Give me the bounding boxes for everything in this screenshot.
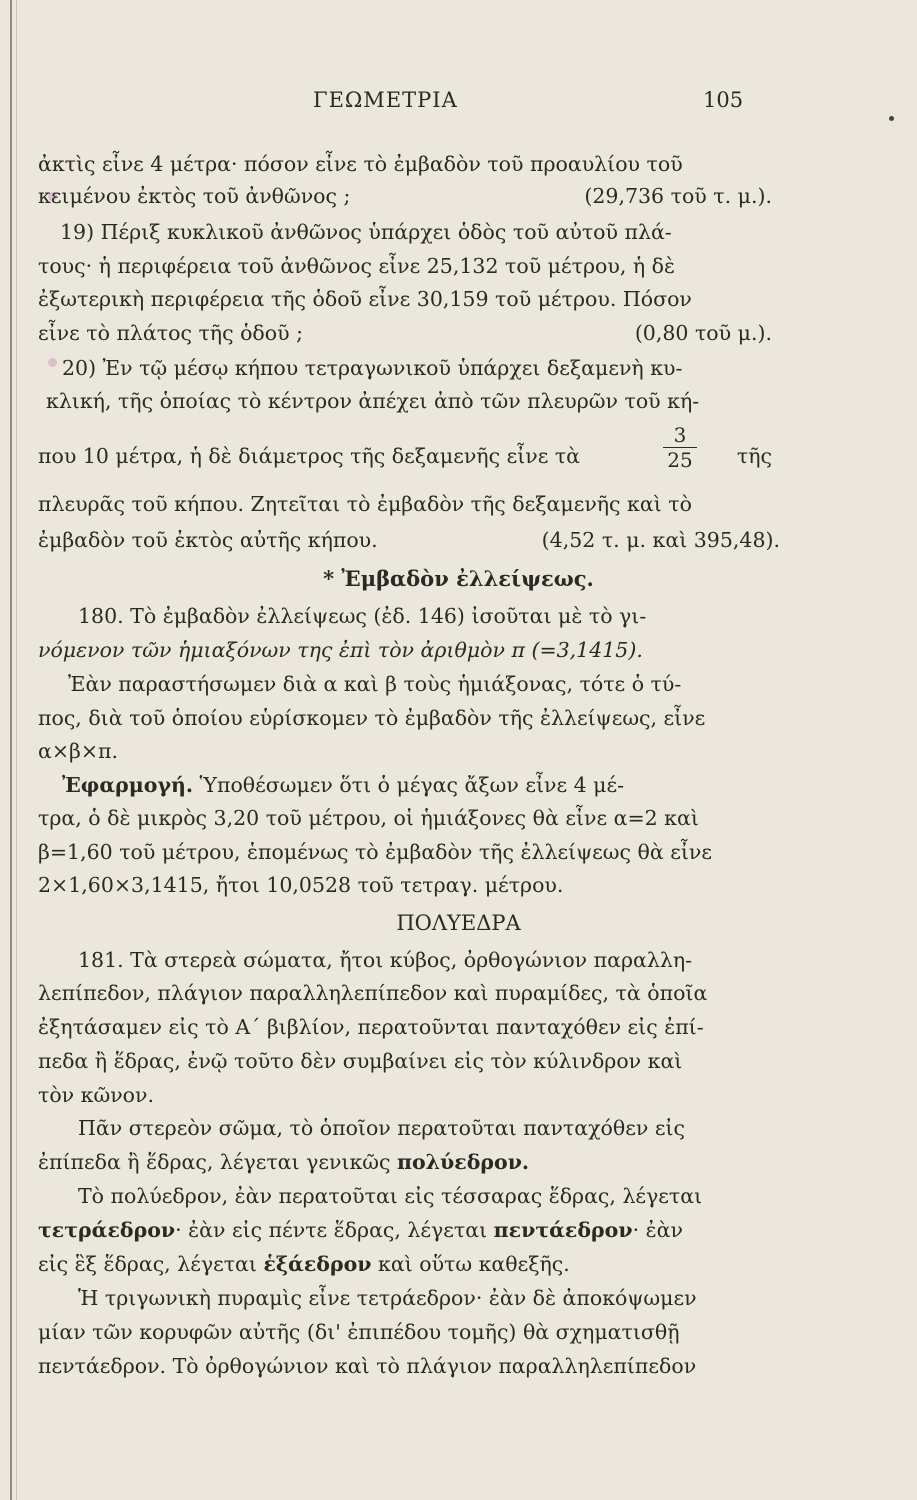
text-line: ἀκτὶς εἶνε 4 μέτρα· πόσον εἶνε τὸ ἐμβαδὸν τοῦ προαυλίου τοῦ <box>38 152 683 176</box>
text-line: Ἐὰν παραστήσωμεν διὰ α καὶ β τοὺς ἡμιάξονας, τότε ὁ τύ- <box>68 672 682 696</box>
term-pentahedron: πεντάεδρον <box>493 1218 633 1242</box>
application-label: Ἐφαρμογή. <box>62 773 194 797</box>
line-text: ἐπίπεδα ἢ ἕδρας, λέγεται γενικῶς <box>38 1150 397 1174</box>
text-line <box>38 182 790 210</box>
chapter-heading: ΠΟΛΥΕΔΡΑ <box>396 911 521 935</box>
term-tetrahedron: τετράεδρον <box>38 1218 176 1242</box>
formula-line: α×β×π. <box>38 739 119 763</box>
term-hexahedron: ἑξάεδρον <box>263 1252 372 1276</box>
fraction-denominator: 25 <box>667 448 693 472</box>
text-line: 181. Τὰ στερεὰ σώματα, ἤτοι κύβος, ὀρθογώνιον παραλλη- <box>78 948 693 972</box>
line-text: εἰς ἓξ ἕδρας, λέγεται <box>38 1252 264 1276</box>
line-text: κειμένου ἐκτὸς τοῦ ἀνθῶνος ; <box>38 184 351 208</box>
line-text: καὶ οὕτω καθεξῆς. <box>371 1252 570 1276</box>
binding-edge-line <box>10 0 12 1500</box>
text-line: 19) Πέριξ κυκλικοῦ ἀνθῶνος ὑπάρχει ὁδὸς τοῦ αὐτοῦ πλά- <box>60 220 672 244</box>
pencil-mark <box>48 358 57 367</box>
text-line: τρα, ὁ δὲ μικρὸς 3,20 τοῦ μέτρου, οἱ ἡμιάξονες θὰ εἶνε α=2 καὶ <box>38 806 699 830</box>
text-line: Ἡ τριγωνικὴ πυραμὶς εἶνε τετράεδρον· ἐὰν δὲ ἀποκόψωμεν <box>78 1286 697 1310</box>
text-line: β=1,60 τοῦ μέτρου, ἑπομένως τὸ ἐμβαδὸν τῆς ἐλλείψεως θὰ εἶνε <box>38 840 712 864</box>
text-line: 180. Τὸ ἐμβαδὸν ἐλλείψεως (ἐδ. 146) ἰσοῦται μὲ τὸ γι- <box>78 604 647 628</box>
line-text: τῆς <box>736 444 772 468</box>
text-line <box>38 1216 790 1244</box>
text-line: ἐξωτερικὴ περιφέρεια τῆς ὁδοῦ εἶνε 30,159 τοῦ μέτρου. Πόσον <box>38 287 692 311</box>
text-line <box>38 1148 790 1176</box>
answer-text: (4,52 τ. μ. καὶ 395,48). <box>541 528 780 552</box>
section-heading: * Ἐμβαδὸν ἐλλείψεως. <box>323 566 594 591</box>
text-line: πεντάεδρον. Τὸ ὀρθογώνιον καὶ τὸ πλάγιον παραλληλεπίπεδον <box>38 1354 697 1378</box>
fraction-numerator: 3 <box>673 423 687 447</box>
text-line: 2×1,60×3,1415, ἤτοι 10,0528 τοῦ τετραγ. μέτρου. <box>38 873 564 897</box>
text-line <box>38 319 790 347</box>
text-line: 20) Ἐν τῷ μέσῳ κήπου τετραγωνικοῦ ὑπάρχει δεξαμενὴ κυ- <box>62 356 683 380</box>
text-line: κλική, τῆς ὁποίας τὸ κέντρον ἀπέχει ἀπὸ τῶν πλευρῶν τοῦ κή- <box>46 389 700 413</box>
line-text: · ἐὰν εἰς πέντε ἕδρας, λέγεται <box>175 1218 494 1242</box>
text-line: πεδα ἢ ἕδρας, ἐνῷ τοῦτο δὲν συμβαίνει εἰς τὸν κύλινδρον καὶ <box>38 1049 683 1073</box>
fraction <box>660 423 700 472</box>
text-line <box>38 1250 790 1278</box>
term-polyhedron: πολύεδρον. <box>396 1150 530 1174</box>
text-line: τὸν κῶνον. <box>38 1083 154 1107</box>
line-text: εἶνε τὸ πλάτος τῆς ὁδοῦ ; <box>38 321 303 345</box>
text-line: ἐξητάσαμεν εἰς τὸ Α´ βιβλίον, περατοῦνται πανταχόθεν εἰς ἐπί- <box>38 1015 704 1039</box>
header-title: ΓΕΩΜΕΤΡΙΑ <box>313 88 458 112</box>
text-line: τους· ἡ περιφέρεια τοῦ ἀνθῶνος εἶνε 25,132 τοῦ μέτρου, ἡ δὲ <box>38 254 675 278</box>
text-line: Τὸ πολύεδρον, ἐὰν περατοῦται εἰς τέσσαρας ἕδρας, λέγεται <box>78 1184 703 1208</box>
running-header <box>0 88 917 118</box>
line-text: · ἐὰν <box>632 1218 683 1242</box>
answer-text: (0,80 τοῦ μ.). <box>634 321 772 345</box>
answer-text: (29,736 τοῦ τ. μ.). <box>584 184 772 208</box>
text-line: πος, διὰ τοῦ ὁποίου εὑρίσκομεν τὸ ἐμβαδὸν τῆς ἐλλείψεως, εἶνε <box>38 706 706 730</box>
text-line: μίαν τῶν κορυφῶν αὐτῆς (δι' ἐπιπέδου τομῆς) θὰ σχηματισθῇ <box>38 1320 680 1344</box>
text-line: Πᾶν στερεὸν σῶμα, τὸ ὁποῖον περατοῦται πανταχόθεν εἰς <box>78 1116 685 1140</box>
line-text: ἐμβαδὸν τοῦ ἐκτὸς αὐτῆς κήπου. <box>38 528 378 552</box>
text-line: πλευρᾶς τοῦ κήπου. Ζητεῖται τὸ ἐμβαδὸν τῆς δεξαμενῆς καὶ τὸ <box>38 492 692 516</box>
page-number: 105 <box>703 88 744 112</box>
line-text: Ὑποθέσωμεν ὅτι ὁ μέγας ἄξων εἶνε 4 μέ- <box>193 773 625 797</box>
text-line <box>62 771 790 799</box>
binding-edge-shadow <box>16 0 17 1500</box>
text-line: νόμενον τῶν ἡμιαξόνων της ἐπὶ τὸν ἀριθμὸν π (=3,1415). <box>38 638 643 662</box>
text-line: λεπίπεδον, πλάγιον παραλληλεπίπεδον καὶ πυραμίδες, τὰ ὁποῖα <box>38 981 708 1005</box>
text-line <box>38 526 790 554</box>
line-text: που 10 μέτρα, ἡ δὲ διάμετρος τῆς δεξαμενῆς εἶνε τὰ <box>38 444 581 468</box>
